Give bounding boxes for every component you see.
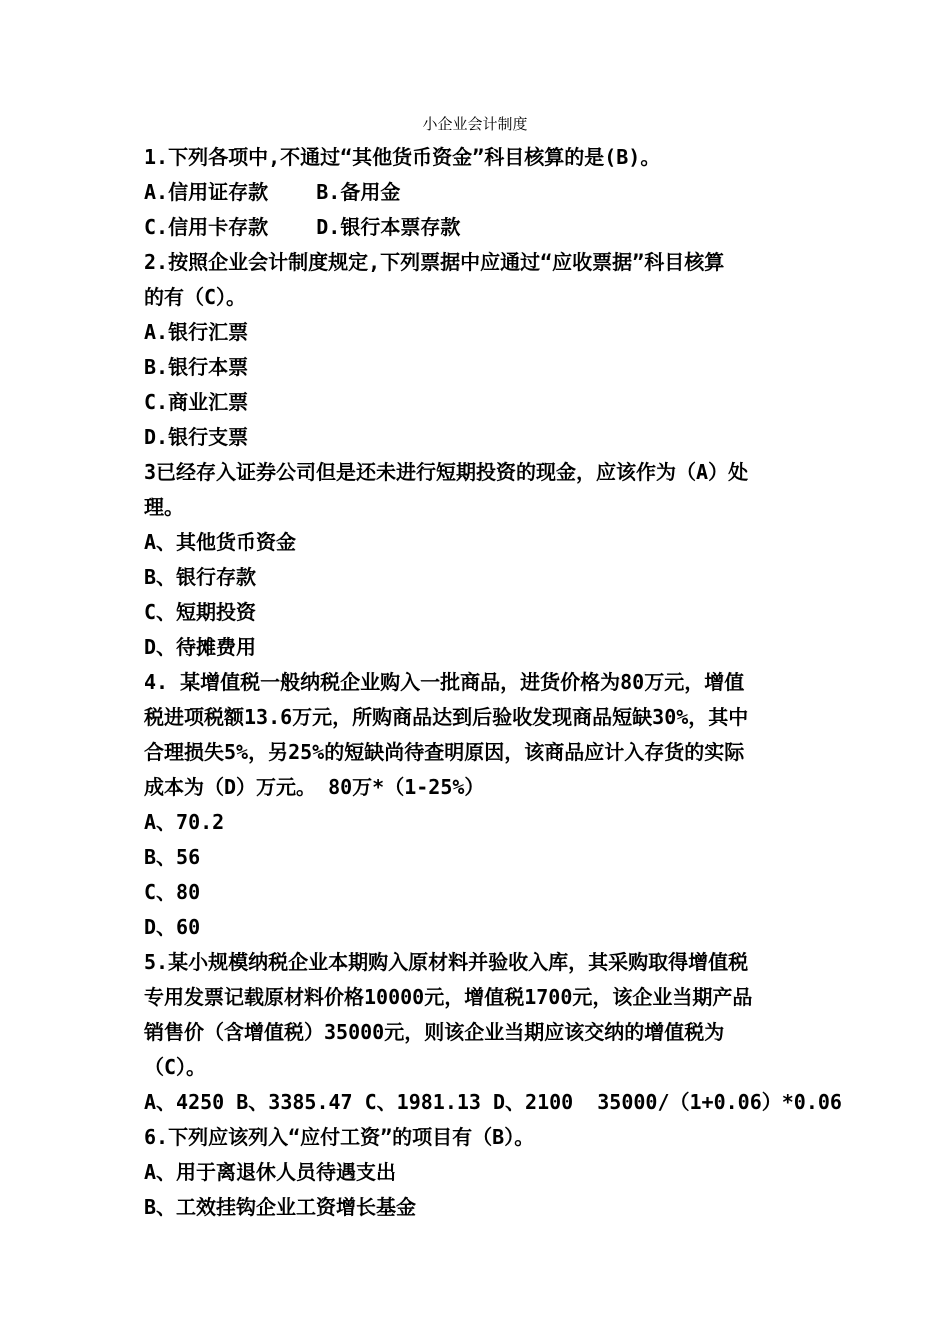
text-line: B、工效挂钩企业工资增长基金 (144, 1195, 417, 1219)
text-line: 6.下列应该列入“应付工资”的项目有（B）。 (144, 1125, 535, 1149)
document-body (144, 140, 842, 1225)
text-line: 成本为（D）万元。 80万*（1-25%） (144, 775, 485, 799)
text-line: 销售价（含增值税）35000元，则该企业当期应该交纳的增值税为 (144, 1020, 725, 1044)
text-line: A、70.2 (144, 810, 225, 834)
text-line: C.商业汇票 (144, 390, 249, 414)
text-line: 的有（C）。 (144, 285, 247, 309)
text-line: 理。 (144, 495, 184, 519)
text-line: 4. 某增值税一般纳税企业购入一批商品，进货价格为80万元，增值 (144, 670, 745, 694)
text-line: 专用发票记载原材料价格10000元，增值税1700元，该企业当期产品 (144, 985, 753, 1009)
text-line: 2.按照企业会计制度规定,下列票据中应通过“应收票据”科目核算 (144, 250, 725, 274)
text-line: （C）。 (144, 1055, 207, 1079)
text-line: B.银行本票 (144, 355, 249, 379)
text-line: 5.某小规模纳税企业本期购入原材料并验收入库，其采购取得增值税 (144, 950, 749, 974)
text-line: 合理损失5%，另25%的短缺尚待查明原因，该商品应计入存货的实际 (144, 740, 745, 764)
text-line: 1.下列各项中,不通过“其他货币资金”科目核算的是(B)。 (144, 145, 661, 169)
text-line: C、80 (144, 880, 201, 904)
text-line: A、用于离退休人员待遇支出 (144, 1160, 397, 1184)
text-line: A、4250 B、3385.47 C、1981.13 D、2100 35000/（1+0.06）*0.06 (144, 1090, 842, 1114)
text-line: 3已经存入证券公司但是还未进行短期投资的现金，应该作为（A）处 (144, 460, 749, 484)
text-line: A.银行汇票 (144, 320, 249, 344)
text-line: C、短期投资 (144, 600, 257, 624)
text-line: D、60 (144, 915, 201, 939)
text-line: D、待摊费用 (144, 635, 257, 659)
text-line: 税进项税额13.6万元，所购商品达到后验收发现商品短缺30%，其中 (144, 705, 749, 729)
text-line: B、银行存款 (144, 565, 257, 589)
text-line: D.银行支票 (144, 425, 249, 449)
text-line: B、56 (144, 845, 201, 869)
text-line: C.信用卡存款 D.银行本票存款 (144, 215, 461, 239)
text-line: A、其他货币资金 (144, 530, 297, 554)
document-title: 小企业会计制度 (422, 115, 528, 133)
text-line: A.信用证存款 B.备用金 (144, 180, 401, 204)
